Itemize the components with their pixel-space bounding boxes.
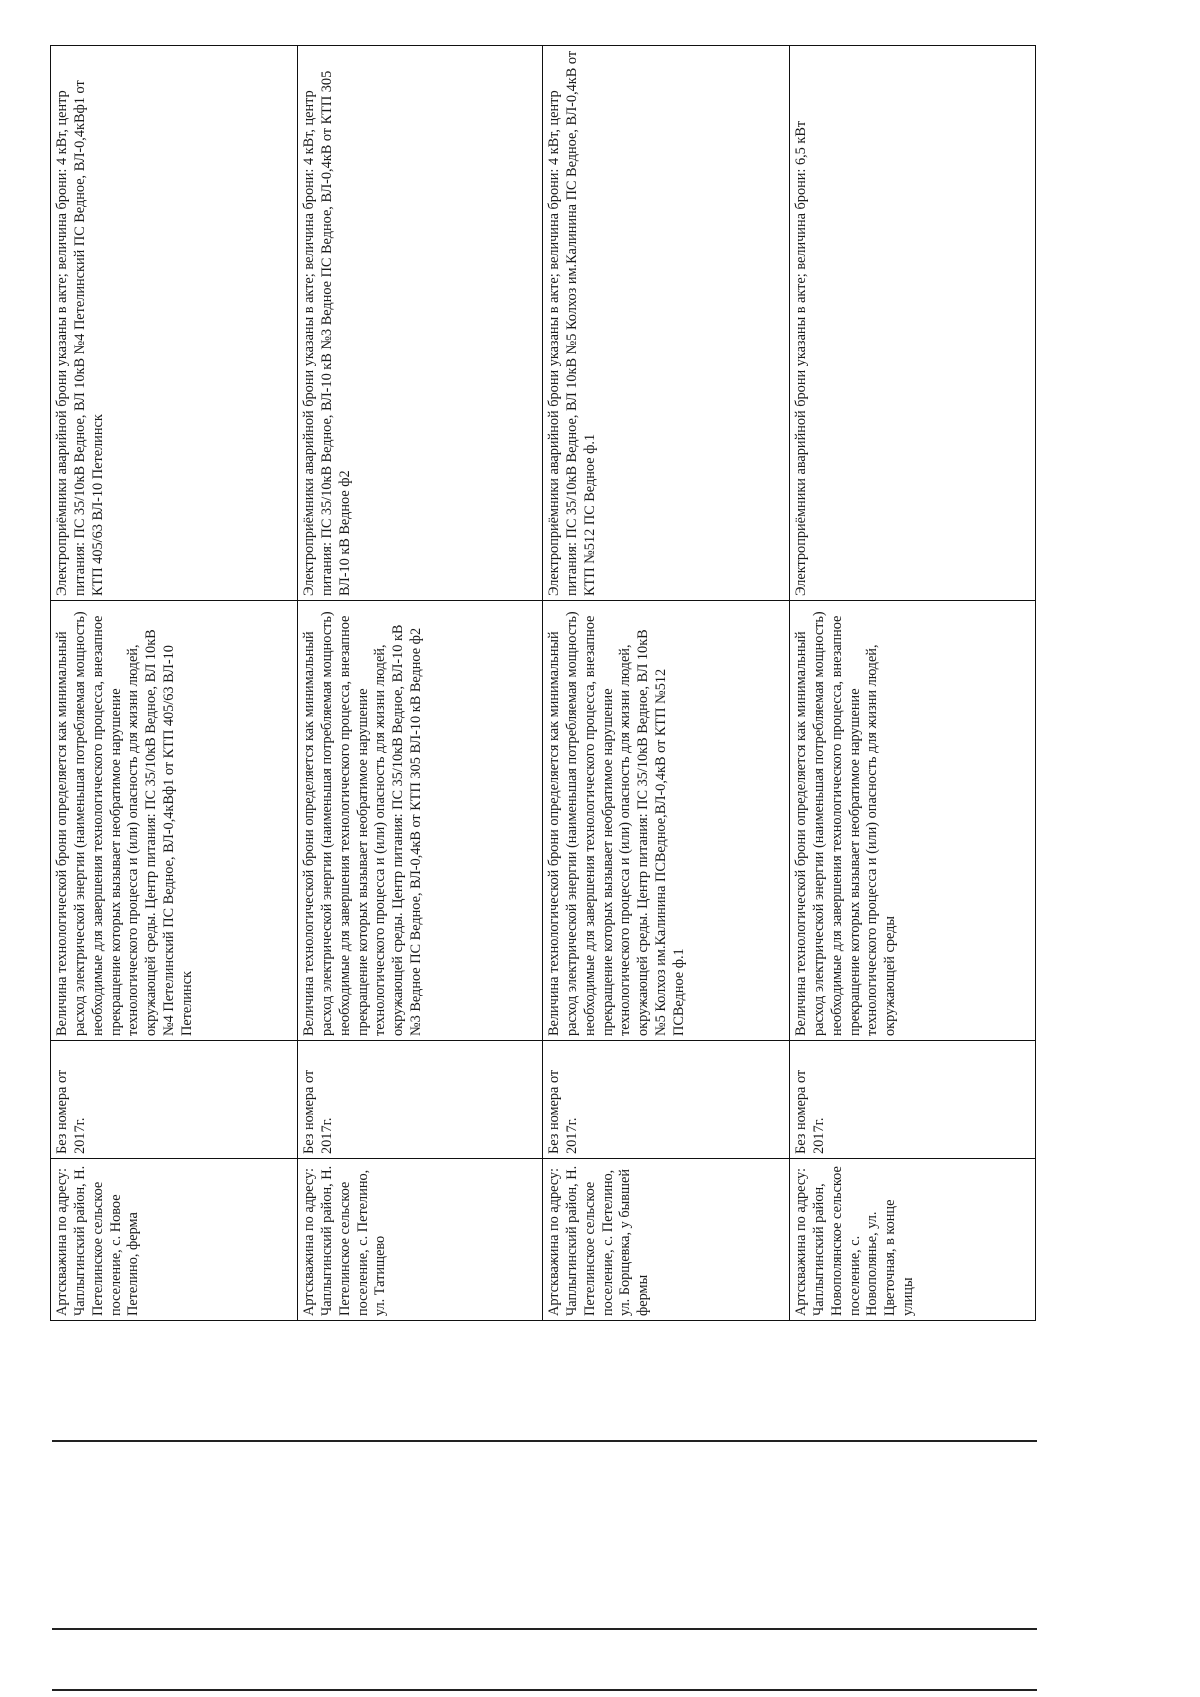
object-address-cell: Артскважина по адресу: Чаплыгинский район, Н. Петелинское сельское поселение, с. Петелино, ул. Борщевка, у бывшей фермы — [543, 1159, 790, 1321]
emergency-reserve-cell: Электроприёмники аварийной брони указаны в акте; величина брони: 4 кВт, центр питания: ПС 35/10кВ Ведное, ВЛ 10кВ №4 Петелинский ПС Ведное, ВЛ-0,4кВф1 от КТП 405/63 ВЛ-10 Петелинск — [51, 46, 298, 601]
emergency-reserve-cell: Электроприёмники аварийной брони указаны в акте; величина брони: 4 кВт, центр питания: ПС 35/10кВ Ведное, ВЛ-10 кВ №3 Ведное ПС Ведное, ВЛ-0,4кВ от КТП 305 ВЛ-10 кВ Ведное ф2 — [298, 46, 543, 601]
table-row — [543, 46, 790, 1321]
act-number-cell: Без номера от 2017г. — [790, 1041, 1036, 1159]
table-row — [51, 46, 298, 1321]
act-number-cell: Без номера от 2017г. — [298, 1041, 543, 1159]
emergency-reserve-cell: Электроприёмники аварийной брони указаны в акте; величина брони: 4 кВт, центр питания: ПС 35/10кВ Ведное, ВЛ 10кВ №5 Колхоз им.Калинина ПС Ведное, ВЛ-0,4кВ от КТП №512 ПС Ведное ф.1 — [543, 46, 790, 601]
technological-reserve-cell: Величина технологической брони определяется как минимальный расход электрической энергии (наименьшая потребляемая мощность) необходимые для завершения технологического процесса, внезапное прекращение которых вызывает необратимое нарушение технологического процесса и (или) опасность для жизни людей, окружающей среды. Центр питания: ПС 35/10кВ Ведное, ВЛ 10кВ №4 Петелинский ПС Ведное, ВЛ-0,4кВф1 от КТП 405/63 ВЛ-10 Петелинск — [51, 601, 298, 1041]
technological-reserve-cell: Величина технологической брони определяется как минимальный расход электрической энергии (наименьшая потребляемая мощность) необходимые для завершения технологического процесса, внезапное прекращение которых вызывает необратимое нарушение технологического процесса и (или) опасность для жизни людей, окружающей среды — [790, 601, 1036, 1041]
act-number-cell: Без номера от 2017г. — [51, 1041, 298, 1159]
table-row — [298, 46, 543, 1321]
divider-line — [52, 1440, 1037, 1442]
technological-reserve-cell: Величина технологической брони определяется как минимальный расход электрической энергии (наименьшая потребляемая мощность) необходимые для завершения технологического процесса, внезапное прекращение которых вызывает необратимое нарушение технологического процесса и (или) опасность для жизни людей, окружающей среды. Центр питания: ПС 35/10кВ Ведное, ВЛ 10кВ №5 Колхоз им.Калинина ПСВедное,ВЛ-0,4кВ от КТП №512 ПСВедное ф.1 — [543, 601, 790, 1041]
object-address-cell: Артскважина по адресу: Чаплыгинский район, Новополянское сельское поселение, с. Новополянье, ул. Цветочная, в конце улицы — [790, 1159, 1036, 1321]
emergency-reserve-cell: Электроприёмники аварийной брони указаны в акте; величина брони: 6,5 кВт — [790, 46, 1036, 601]
rotated-page-content — [50, 46, 1035, 1321]
divider-line — [52, 1689, 1037, 1691]
object-address-cell: Артскважина по адресу: Чаплыгинский район, Н. Петелинское сельское поселение, с. Петелино, ул. Татищево — [298, 1159, 543, 1321]
act-number-cell: Без номера от 2017г. — [543, 1041, 790, 1159]
table-row — [790, 46, 1036, 1321]
reservation-table — [50, 45, 1036, 1321]
technological-reserve-cell: Величина технологической брони определяется как минимальный расход электрической энергии (наименьшая потребляемая мощность) необходимые для завершения технологического процесса, внезапное прекращение которых вызывает необратимое нарушение технологического процесса и (или) опасность для жизни людей, окружающей среды. Центр питания: ПС 35/10кВ Ведное, ВЛ-10 кВ №3 Ведное ПС Ведное, ВЛ-0,4кВ от КТП 305 ВЛ-10 кВ Ведное ф2 — [298, 601, 543, 1041]
divider-line — [52, 1628, 1037, 1630]
object-address-cell: Артскважина по адресу: Чаплыгинский район, Н. Петелинское сельское поселение, с. Новое Петелино, ферма — [51, 1159, 298, 1321]
